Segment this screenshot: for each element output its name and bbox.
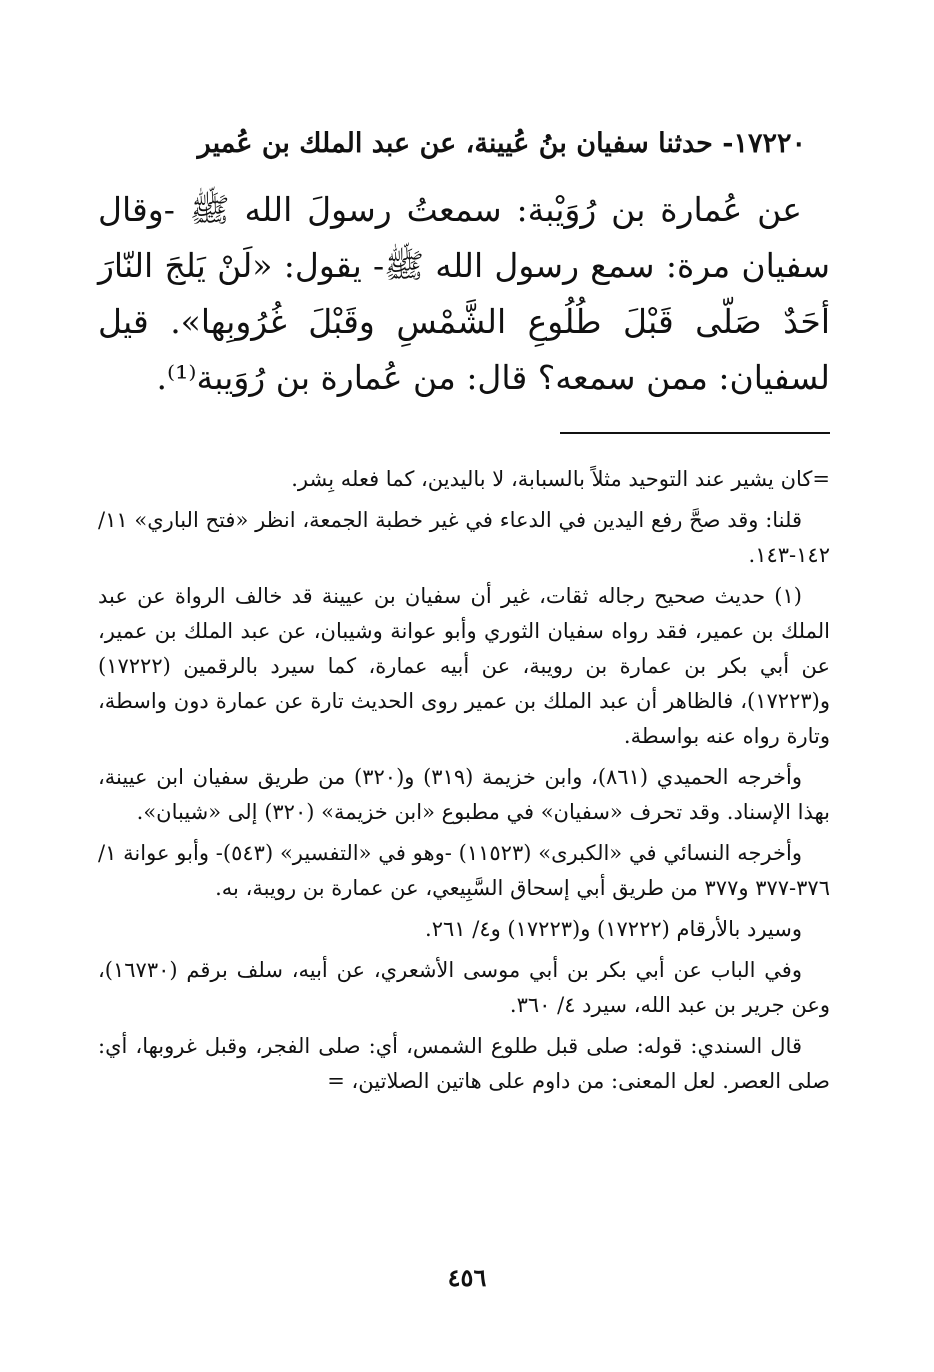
footnote-continuation: =كان يشير عند التوحيد مثلاً بالسبابة، لا باليدين، كما فعله بِشر. (291, 467, 830, 491)
hadith-text (98, 182, 830, 406)
footnote-paragraph: وأخرجه الحميدي (٨٦١)، وابن خزيمة (٣١٩) و(٣٢٠) من طريق سفيان ابن عيينة، بهذا الإسناد. وقد تحرف «سفيان» في مطبوع «ابن خزيمة» (٣٢٠) إلى «شيبان». (98, 765, 830, 824)
hadith-header: ١٧٢٢٠- حدثنا سفيان بنُ عُيينة، عن عبد الملك بن عُمير (197, 128, 806, 159)
footnote-paragraph: وأخرجه النسائي في «الكبرى» (١١٥٢٣) -وهو في «التفسير» (٥٤٣)- وأبو عوانة ١/ ٣٧٦-٣٧٧ و٣٧٧ من طريق أبي إسحاق السَّبِيعي، عن عمارة بن رويبة، به. (98, 841, 830, 900)
footnote-divider (560, 432, 830, 434)
hadith-body-text: عن عُمارة بن رُوَيْبة: سمعتُ رسولَ الله ﷺ -وقال سفيان مرة: سمع رسول الله ﷺ- يقول: «لَنْ يَلجَ النّارَ أحَدٌ صَلّى قَبْلَ طُلُوعِ الشَّمْسِ وقَبْلَ غُرُوبِها». قيل لسفيان: ممن سمعه؟ قال: من عُمارة بن رُوَيبة⁽¹⁾. (98, 190, 830, 397)
footnote-paragraph: قال السندي: قوله: صلى قبل طلوع الشمس، أي: صلى الفجر، وقبل غروبها، أي: صلى العصر. لعل المعنى: من داوم على هاتين الصلاتين، = (98, 1034, 830, 1093)
footnote-paragraph: قلنا: وقد صحَّ رفع اليدين في الدعاء في غير خطبة الجمعة، انظر «فتح الباري» ١١/ ١٤٢-١٤٣. (98, 508, 830, 567)
footnote-paragraph: وفي الباب عن أبي بكر بن أبي موسى الأشعري، عن أبيه، سلف برقم (١٦٧٣٠)، وعن جرير بن عبد الله، سيرد ٤/ ٣٦٠. (98, 958, 830, 1017)
footnote-1: (١) حديث صحيح رجاله ثقات، غير أن سفيان بن عيينة قد خالف الرواة عن عبد الملك بن عمير، فقد رواه سفيان الثوري وأبو عوانة وشيبان، عن عبد الملك بن عمير، عن أبي بكر بن عمارة بن رويبة، عن أبيه عمارة، كما سيرد بالرقمين (١٧٢٢٢) و(١٧٢٢٣)، فالظاهر أن عبد الملك بن عمير روى الحديث تارة عن عمارة دون واسطة، وتارة رواه عنه بواسطة. (98, 584, 830, 748)
footnote-paragraph: وسيرد بالأرقام (١٧٢٢٢) و(١٧٢٢٣) و٤/ ٢٦١. (425, 917, 802, 941)
page-number: ٤٥٦ (447, 1263, 487, 1292)
footnotes (98, 462, 830, 1105)
